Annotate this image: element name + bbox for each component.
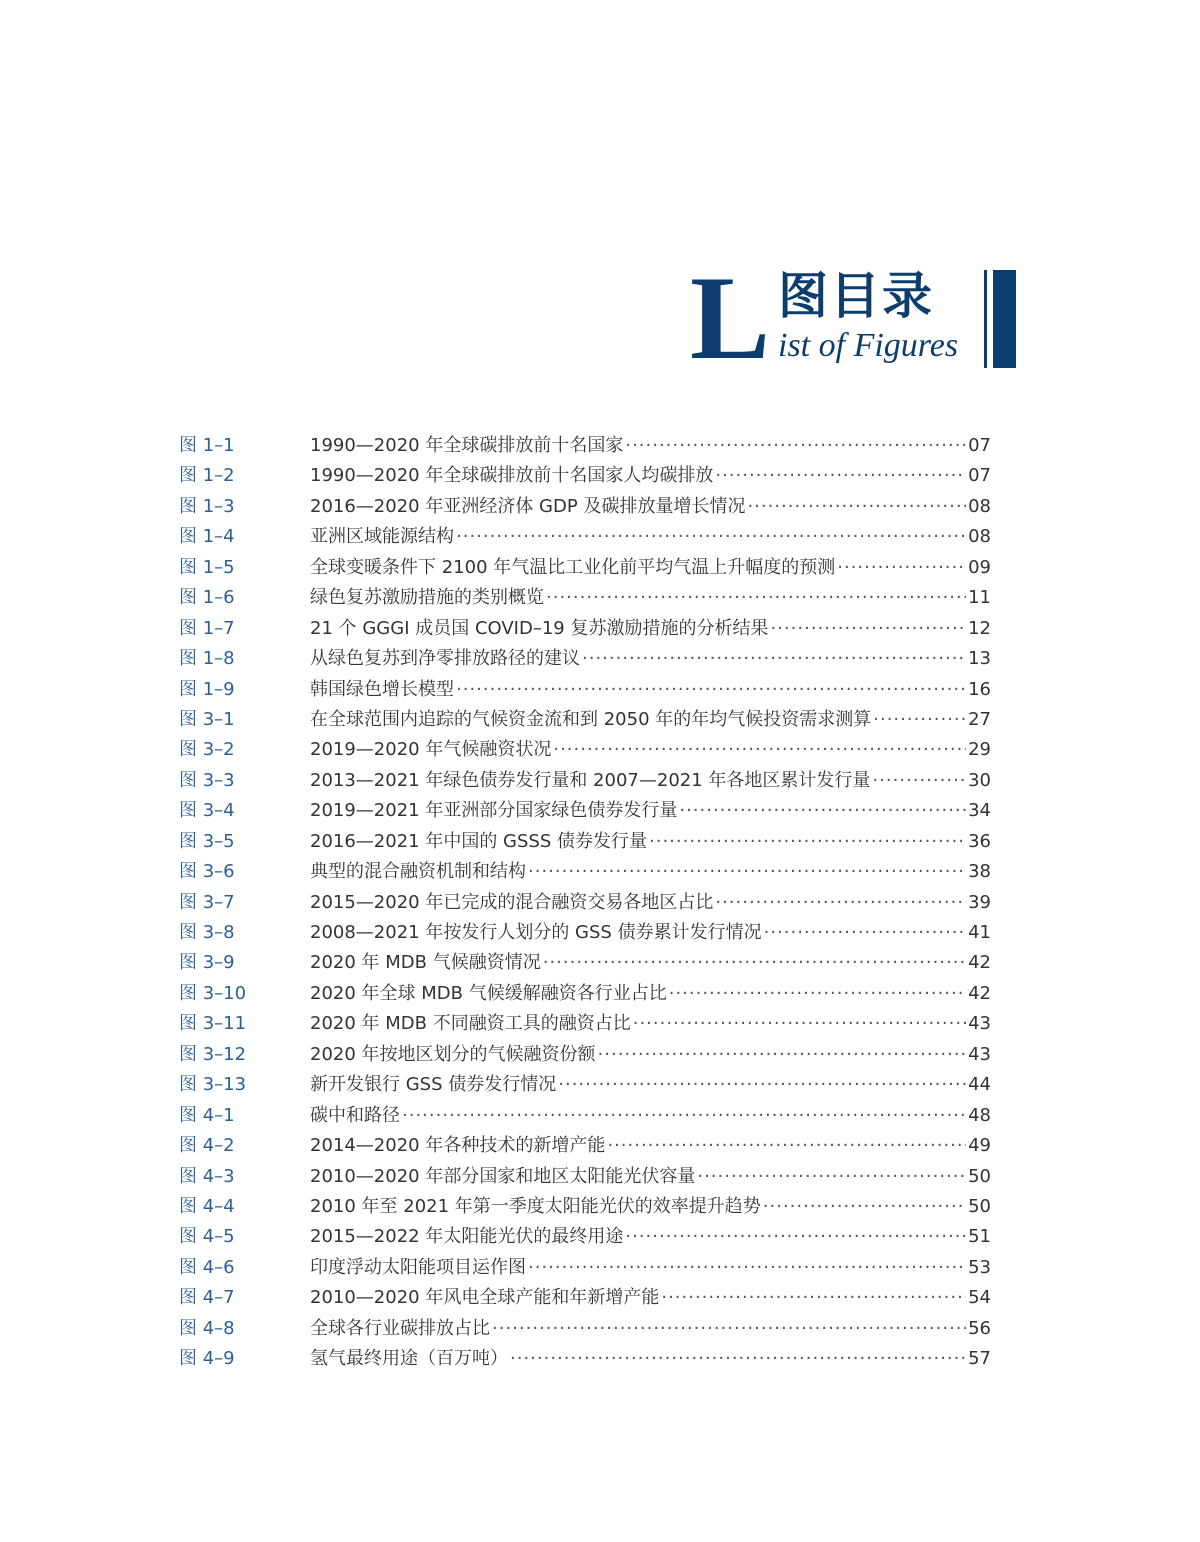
figure-title: 亚洲区域能源结构: [310, 526, 454, 548]
figure-title: 2020 年按地区划分的气候融资份额: [310, 1043, 596, 1065]
page-number: 53: [968, 1256, 991, 1278]
figure-title: 2010 年至 2021 年第一季度太阳能光伏的效率提升趋势: [310, 1195, 761, 1217]
page-number: 38: [968, 861, 991, 883]
leader-dots: [553, 735, 966, 765]
figure-entry[interactable]: [179, 735, 991, 765]
page-number: 07: [968, 435, 991, 456]
figure-label: 图 3–12: [179, 1043, 247, 1065]
figure-entry[interactable]: [179, 644, 991, 674]
page-number: 16: [968, 678, 991, 700]
figure-title: 2010—2020 年部分国家和地区太阳能光伏容量: [310, 1165, 696, 1187]
leader-dots: [763, 1192, 966, 1222]
figure-label: 图 3–11: [179, 1013, 247, 1035]
figure-title: 2010—2020 年风电全球产能和年新增产能: [310, 1287, 660, 1309]
figure-title: 2014—2020 年各种技术的新增产能: [310, 1135, 606, 1157]
leader-dots: [633, 1009, 966, 1039]
page-number: 42: [968, 982, 991, 1004]
figure-entry[interactable]: [179, 1192, 991, 1222]
page-number: 34: [968, 800, 991, 822]
figure-entry[interactable]: [179, 1222, 991, 1252]
figure-entry[interactable]: [179, 1162, 991, 1192]
page-number: 11: [968, 587, 991, 609]
figure-title: 绿色复苏激励措施的类别概览: [310, 587, 544, 609]
leader-dots: [402, 1101, 966, 1131]
figure-label: 图 4–6: [179, 1256, 235, 1278]
leader-dots: [873, 705, 966, 735]
leader-dots: [510, 1344, 966, 1374]
figure-label: 图 3–3: [179, 769, 235, 791]
page-number: 27: [968, 708, 991, 730]
figure-entry[interactable]: [179, 888, 991, 918]
page-number: 29: [968, 739, 991, 761]
leader-dots: [456, 522, 966, 552]
figure-label: 图 3–1: [179, 708, 235, 730]
figure-entry[interactable]: [179, 796, 991, 826]
figure-entry[interactable]: [179, 614, 991, 644]
header-initial-letter: L: [690, 266, 771, 370]
figure-label: 图 3–8: [179, 922, 235, 943]
figure-entry[interactable]: [179, 827, 991, 857]
figure-entry[interactable]: [179, 979, 991, 1009]
figure-label: 图 1–5: [179, 556, 235, 578]
figure-label: 图 4–9: [179, 1348, 235, 1370]
page-number: 56: [968, 1317, 991, 1339]
page-number: 43: [968, 1013, 991, 1035]
figure-entry[interactable]: [179, 1070, 991, 1100]
figure-title: 2008—2021 年按发行人划分的 GSS 债券累计发行情况: [310, 922, 762, 943]
figure-label: 图 4–2: [179, 1135, 235, 1157]
page-number: 51: [968, 1226, 991, 1248]
page-number: 42: [968, 952, 991, 974]
figure-entry[interactable]: [179, 1283, 991, 1313]
leader-dots: [747, 492, 966, 522]
figure-title: 碳中和路径: [310, 1104, 400, 1126]
leader-dots: [669, 979, 966, 1009]
figure-title: 2020 年全球 MDB 气候缓解融资各行业占比: [310, 982, 667, 1004]
figure-entry[interactable]: [179, 918, 991, 948]
page-number: 39: [968, 891, 991, 913]
figure-title: 全球各行业碳排放占比: [310, 1317, 490, 1339]
figure-entry[interactable]: [179, 461, 991, 491]
page-number: 41: [968, 922, 991, 943]
figure-entry[interactable]: [179, 857, 991, 887]
leader-dots: [661, 1283, 966, 1313]
figure-title: 1990—2020 年全球碳排放前十名国家: [310, 435, 624, 456]
figure-title: 全球变暖条件下 2100 年气温比工业化前平均气温上升幅度的预测: [310, 556, 836, 578]
page-number: 43: [968, 1043, 991, 1065]
figure-entry[interactable]: [179, 1314, 991, 1344]
leader-dots: [528, 857, 966, 887]
figure-entry[interactable]: [179, 431, 991, 461]
figure-label: 图 3–4: [179, 800, 235, 822]
leader-dots: [697, 1162, 966, 1192]
figure-entry[interactable]: [179, 675, 991, 705]
page-number: 13: [968, 648, 991, 670]
figure-title: 2016—2021 年中国的 GSSS 债券发行量: [310, 830, 648, 852]
figure-list: [179, 431, 991, 1375]
leader-dots: [528, 1253, 966, 1283]
page-number: 07: [968, 465, 991, 487]
figure-label: 图 3–6: [179, 861, 235, 883]
figure-label: 图 1–7: [179, 617, 235, 639]
page-number: 57: [968, 1348, 991, 1370]
figure-label: 图 4–1: [179, 1104, 235, 1126]
leader-dots: [492, 1314, 966, 1344]
figure-label: 图 1–8: [179, 648, 235, 670]
figure-entry[interactable]: [179, 1040, 991, 1070]
leader-dots: [546, 583, 966, 613]
figure-title: 2019—2021 年亚洲部分国家绿色债券发行量: [310, 800, 678, 822]
header-divider-thin: [984, 270, 987, 368]
figure-label: 图 4–8: [179, 1317, 235, 1339]
figure-entry[interactable]: [179, 1253, 991, 1283]
figure-entry[interactable]: [179, 948, 991, 978]
figure-title: 新开发银行 GSS 债券发行情况: [310, 1074, 557, 1096]
page-number: 08: [968, 526, 991, 548]
figure-label: 图 1–6: [179, 587, 235, 609]
leader-dots: [456, 675, 966, 705]
figure-label: 图 3–13: [179, 1074, 247, 1096]
page-number: 08: [968, 495, 991, 517]
figure-title: 2019—2020 年气候融资状况: [310, 739, 552, 761]
leader-dots: [764, 918, 967, 948]
figure-entry[interactable]: [179, 553, 991, 583]
figure-entry[interactable]: [179, 766, 991, 796]
figure-label: 图 1–9: [179, 678, 235, 700]
page-number: 48: [968, 1104, 991, 1126]
figure-label: 图 4–5: [179, 1226, 235, 1248]
figure-entry[interactable]: [179, 705, 991, 735]
figure-entry[interactable]: [179, 522, 991, 552]
header-divider-bar: [993, 270, 1016, 368]
page-number: 30: [968, 769, 991, 791]
leader-dots: [872, 766, 966, 796]
leader-dots: [837, 553, 966, 583]
leader-dots: [543, 948, 966, 978]
list-of-figures-header: [690, 266, 1020, 376]
figure-title: 2015—2022 年太阳能光伏的最终用途: [310, 1226, 624, 1248]
page-number: 49: [968, 1135, 991, 1157]
header-title-cn: 图目录: [778, 266, 934, 325]
page-number: 54: [968, 1287, 991, 1309]
figure-label: 图 1–2: [179, 465, 235, 487]
figure-title: 韩国绿色增长模型: [310, 678, 454, 700]
header-title-en: ist of Figures: [778, 327, 959, 364]
figure-title: 从绿色复苏到净零排放路径的建议: [310, 648, 580, 670]
page-number: 12: [968, 617, 991, 639]
figure-label: 图 3–5: [179, 830, 235, 852]
figure-title: 印度浮动太阳能项目运作图: [310, 1256, 526, 1278]
figure-label: 图 4–7: [179, 1287, 235, 1309]
figure-label: 图 3–9: [179, 952, 235, 974]
leader-dots: [715, 461, 966, 491]
figure-entry[interactable]: [179, 583, 991, 613]
figure-title: 典型的混合融资机制和结构: [310, 861, 526, 883]
leader-dots: [607, 1131, 966, 1161]
page-number: 44: [968, 1074, 991, 1096]
page-number: 50: [968, 1165, 991, 1187]
leader-dots: [770, 614, 966, 644]
figure-title: 2020 年 MDB 气候融资情况: [310, 952, 541, 974]
figure-label: 图 1–3: [179, 495, 235, 517]
figure-title: 氢气最终用途（百万吨）: [310, 1348, 508, 1370]
page-number: 50: [968, 1195, 991, 1217]
leader-dots: [679, 796, 966, 826]
leader-dots: [715, 888, 966, 918]
page-number: 09: [968, 556, 991, 578]
figure-label: 图 4–4: [179, 1195, 235, 1217]
figure-title: 在全球范围内追踪的气候资金流和到 2050 年的年均气候投资需求测算: [310, 708, 872, 730]
figure-label: 图 3–10: [179, 982, 247, 1004]
figure-entry[interactable]: [179, 1344, 991, 1374]
figure-label: 图 1–1: [179, 435, 235, 456]
leader-dots: [625, 431, 966, 461]
figure-label: 图 3–2: [179, 739, 235, 761]
figure-entry[interactable]: [179, 492, 991, 522]
figure-entry[interactable]: [179, 1131, 991, 1161]
leader-dots: [625, 1222, 966, 1252]
figure-entry[interactable]: [179, 1101, 991, 1131]
figure-title: 2020 年 MDB 不同融资工具的融资占比: [310, 1013, 631, 1035]
figure-entry[interactable]: [179, 1009, 991, 1039]
leader-dots: [582, 644, 966, 674]
figure-title: 2013—2021 年绿色债券发行量和 2007—2021 年各地区累计发行量: [310, 769, 871, 791]
leader-dots: [649, 827, 966, 857]
figure-title: 2015—2020 年已完成的混合融资交易各地区占比: [310, 891, 714, 913]
page-number: 36: [968, 830, 991, 852]
leader-dots: [558, 1070, 966, 1100]
leader-dots: [598, 1040, 967, 1070]
figure-label: 图 1–4: [179, 526, 235, 548]
figure-label: 图 3–7: [179, 891, 235, 913]
figure-title: 21 个 GGGI 成员国 COVID–19 复苏激励措施的分析结果: [310, 617, 769, 639]
figure-label: 图 4–3: [179, 1165, 235, 1187]
figure-title: 2016—2020 年亚洲经济体 GDP 及碳排放量增长情况: [310, 495, 746, 517]
figure-title: 1990—2020 年全球碳排放前十名国家人均碳排放: [310, 465, 714, 487]
